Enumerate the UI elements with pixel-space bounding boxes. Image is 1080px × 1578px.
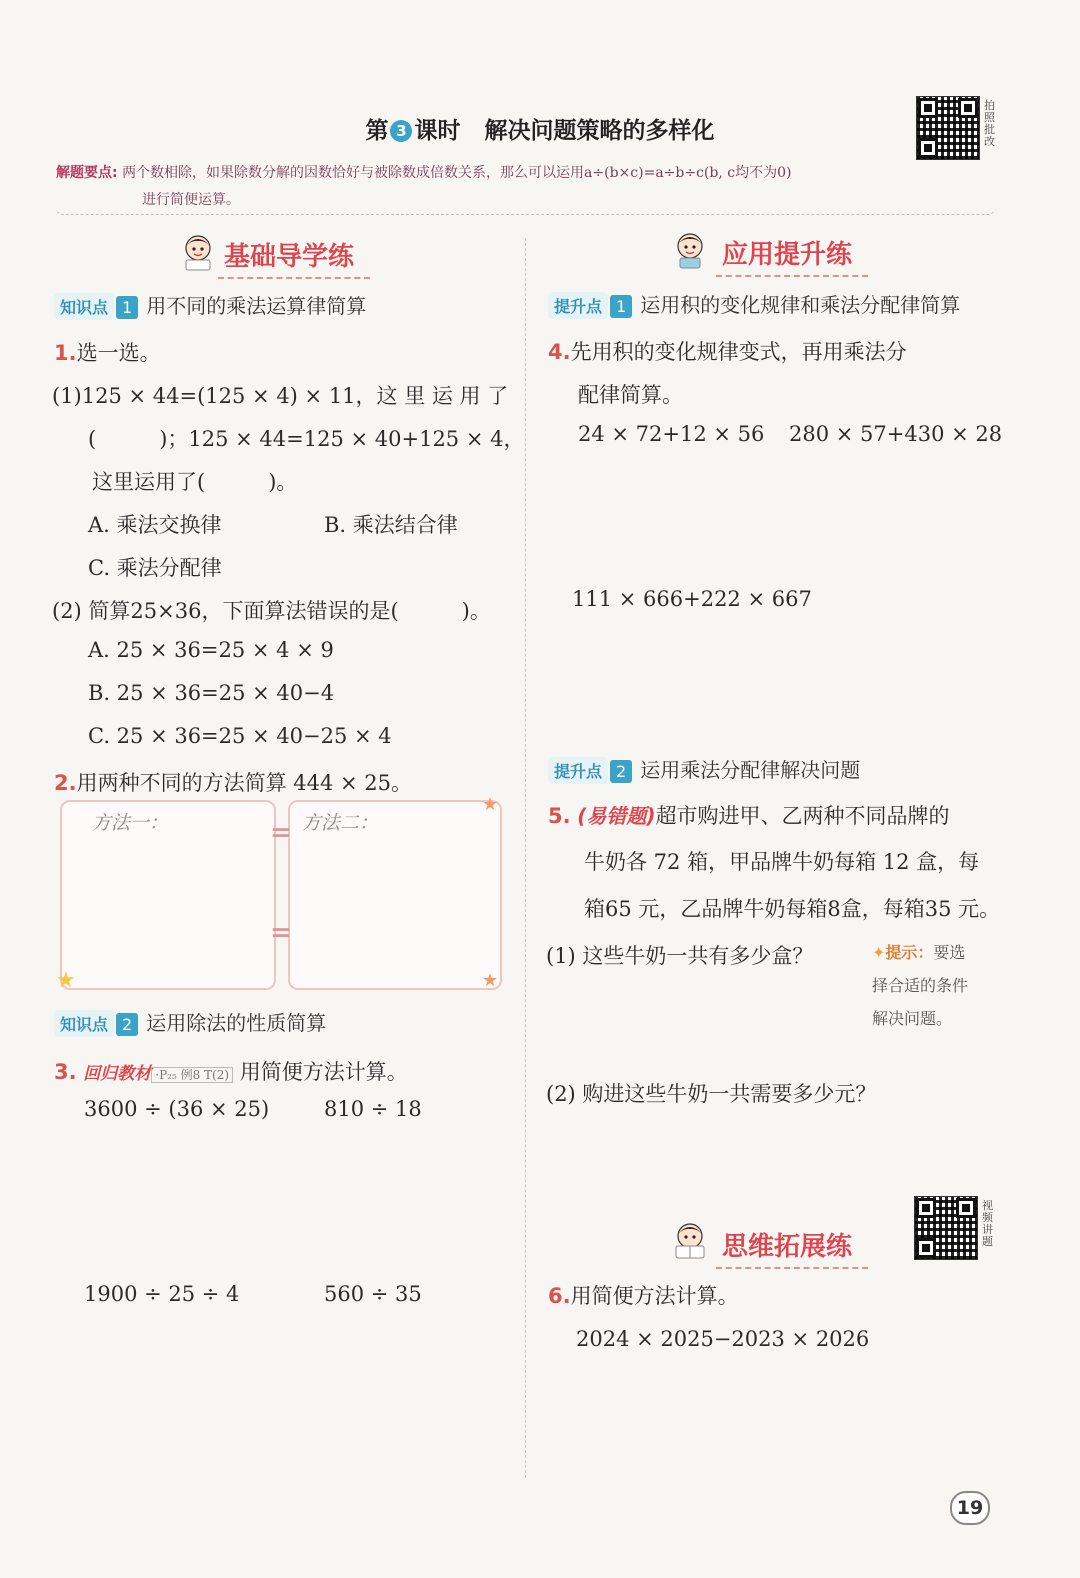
method-1-label: 方法一： [92, 812, 169, 834]
q3-expr-1: 3600 ÷ (36 × 25) [84, 1097, 270, 1121]
question-5-line3: 箱65 元，乙品牌牛奶每箱8盒，每箱35 元。 [584, 897, 1001, 921]
q1-part1-line2[interactable]: ( )；125 × 44=125 × 40+125 × 4， [88, 427, 525, 451]
q1-part2-option-c: C. 25 × 36=25 × 40−25 × 4 [88, 724, 392, 748]
textbook-ref: ·P₂₅ 例8 T(2) [151, 1067, 233, 1083]
student-icon [670, 230, 710, 270]
q3-expr-4: 560 ÷ 35 [324, 1282, 422, 1306]
question-1-title [54, 337, 161, 367]
knowledge-point-1 [54, 290, 366, 320]
section-banner-application: 应用提升练 [716, 234, 868, 277]
question-2-title [54, 767, 412, 797]
qr-code-grading[interactable] [916, 96, 980, 160]
q1-part2-option-b: B. 25 × 36=25 × 40−4 [88, 681, 335, 705]
key-point-line2: 进行简便运算。 [142, 192, 240, 208]
key-point-line1: 两个数相除，如果除数分解的因数恰好与被除数成倍数关系，那么可以运用a÷(b×c)=a÷b÷c(b, c均不为0) [122, 165, 792, 181]
question-text: 用简便方法计算。 [570, 1284, 739, 1308]
q3-expr-3: 1900 ÷ 25 ÷ 4 [84, 1282, 240, 1306]
lesson-number: 3 [390, 120, 412, 142]
kp-tag: 知识点 [54, 293, 114, 320]
question-3-title [54, 1056, 408, 1086]
method-2-box[interactable] [288, 800, 502, 990]
student-icon [178, 232, 218, 272]
binder-mark-icon: = [270, 918, 292, 948]
q1-part1-line3[interactable]: 这里运用了( )。 [92, 470, 298, 494]
question-6-title [548, 1280, 739, 1310]
q1-part2-option-a: A. 25 × 36=25 × 4 × 9 [88, 638, 334, 662]
knowledge-point-2 [54, 1007, 326, 1037]
question-number: 6. [548, 1284, 571, 1308]
question-number: 1. [54, 341, 77, 365]
kp-text: 运用除法的性质简算 [146, 1011, 327, 1035]
method-2-label: 方法二： [302, 812, 379, 834]
question-5-title [548, 800, 950, 830]
tp-text: 运用乘法分配律解决问题 [640, 758, 861, 782]
binder-mark-icon: = [270, 818, 292, 848]
lightbulb-icon: ✦ [872, 943, 886, 962]
section-banner-basic: 基础导学练 [218, 236, 370, 279]
star-icon: ★ [482, 794, 499, 815]
kid-icon-left [178, 232, 218, 276]
lesson-suffix: 课时 [414, 118, 461, 144]
column-divider [525, 238, 526, 1478]
kid-icon-reading [670, 1220, 710, 1264]
method-1-box[interactable] [60, 800, 276, 990]
kid-icon-right [670, 230, 710, 274]
question-4-line2: 配律简算。 [578, 383, 683, 407]
question-number: 4. [548, 340, 571, 364]
tp-text: 运用积的变化规律和乘法分配律简算 [640, 293, 961, 317]
kp-text: 用不同的乘法运算律简算 [146, 294, 367, 318]
q4-expr-1: 24 × 72+12 × 56 [578, 422, 765, 446]
improvement-point-2 [548, 754, 860, 784]
tp-tag: 提升点 [548, 292, 608, 319]
lesson-prefix: 第 [365, 118, 389, 144]
q1-part2[interactable]: (2) 简算25×36，下面算法错误的是( )。 [52, 599, 491, 623]
section-banner-thinking: 思维拓展练 [716, 1226, 868, 1269]
tp-number: 2 [610, 760, 632, 783]
error-prone-badge: (易错题) [577, 804, 656, 828]
question-4-title [548, 336, 907, 366]
qr-label-video: 视频讲题 [982, 1199, 993, 1248]
question-number: 2. [54, 771, 77, 795]
hint-head: 提示： [885, 943, 934, 962]
key-point-head: 解题要点: [56, 165, 118, 181]
q5-part2: (2) 购进这些牛奶一共需要多少元？ [546, 1082, 877, 1106]
q1-option-c: C. 乘法分配律 [88, 556, 222, 580]
q4-expr-3: 111 × 666+222 × 667 [572, 587, 812, 611]
question-text: 先用积的变化规律变式，再用乘法分 [570, 340, 907, 364]
q1-option-b: B. 乘法结合律 [324, 513, 458, 537]
tp-tag: 提升点 [548, 757, 608, 784]
q1-part1-line1: (1)125 × 44=(125 × 4) × 11，这 里 运 用 了 [52, 384, 509, 408]
tp-number: 1 [610, 295, 632, 318]
key-point-frame [54, 200, 997, 215]
page-number: 19 [950, 1491, 990, 1525]
textbook-badge: 回归教材 [83, 1064, 152, 1084]
hint-line3: 解决问题。 [872, 1009, 953, 1028]
student-icon [670, 1220, 710, 1260]
hint-line1: 要选 [933, 943, 966, 962]
star-icon: ★ [56, 968, 76, 993]
kp-tag: 知识点 [54, 1010, 114, 1037]
q6-expr-1: 2024 × 2025−2023 × 2026 [576, 1327, 870, 1351]
kp-number: 2 [116, 1013, 138, 1036]
question-text: 超市购进甲、乙两种不同品牌的 [655, 804, 950, 828]
star-icon: ★ [482, 970, 499, 991]
qr-label-grading: 拍照批改 [984, 99, 995, 148]
hint-box [872, 936, 992, 1035]
hint-line2: 择合适的条件 [872, 976, 969, 995]
q4-expr-2: 280 × 57+430 × 28 [789, 422, 1003, 446]
question-number: 3. [54, 1060, 77, 1084]
question-text: 用简便方法计算。 [239, 1060, 408, 1084]
kp-number: 1 [116, 296, 138, 319]
q5-part1: (1) 这些牛奶一共有多少盒？ [546, 944, 814, 968]
q3-expr-2: 810 ÷ 18 [324, 1097, 422, 1121]
qr-code-video[interactable] [914, 1196, 978, 1260]
question-number: 5. [548, 804, 571, 828]
lesson-title: 解决问题策略的多样化 [484, 118, 715, 144]
q1-option-a: A. 乘法交换律 [88, 513, 222, 537]
question-text: 用两种不同的方法简算 444 × 25。 [76, 771, 413, 795]
improvement-point-1 [548, 289, 960, 319]
question-text: 选一选。 [76, 341, 161, 365]
question-5-line2: 牛奶各 72 箱，甲品牌牛奶每箱 12 盒，每 [584, 850, 980, 874]
